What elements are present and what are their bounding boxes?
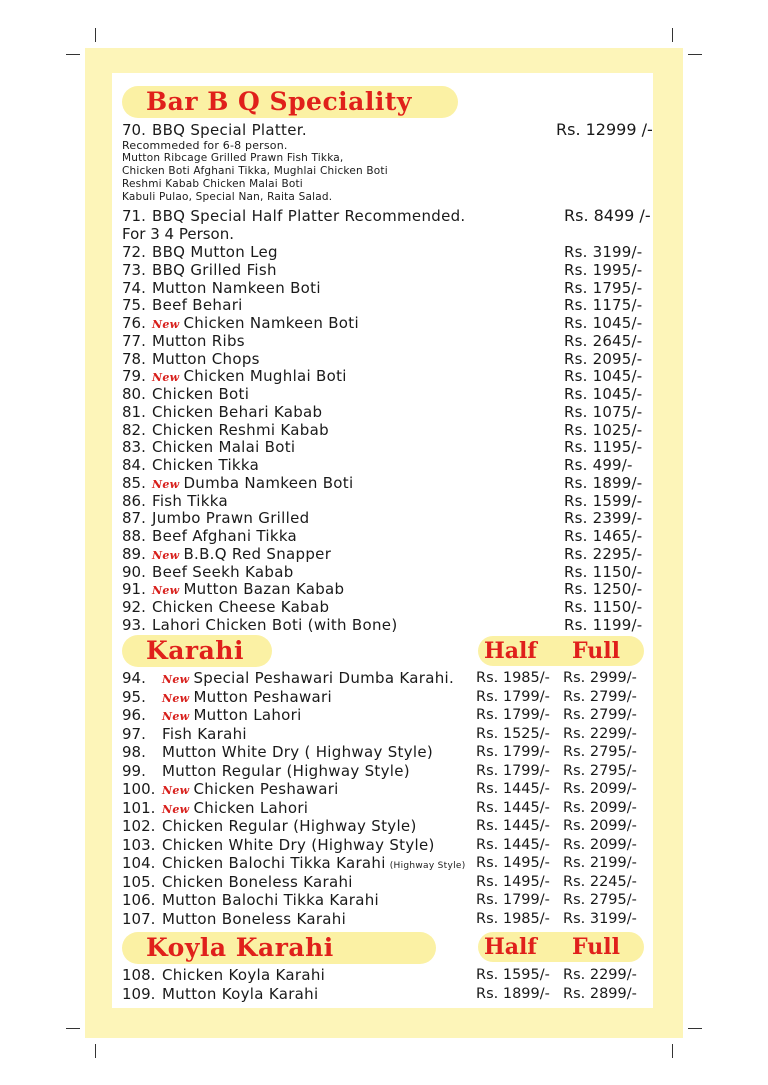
item-number: 95. bbox=[122, 687, 146, 706]
item-name: BBQ Mutton Leg bbox=[152, 243, 278, 261]
crop-mark bbox=[688, 1028, 702, 1029]
full-price: Rs. 2299/- bbox=[563, 725, 637, 742]
item-name: Chicken Koyla Karahi bbox=[162, 966, 326, 984]
half-price: Rs. 1445/- bbox=[476, 836, 550, 853]
item-name-wrap bbox=[162, 669, 454, 689]
new-badge: New bbox=[152, 548, 180, 562]
new-badge: New bbox=[152, 477, 180, 491]
item-name-wrap bbox=[162, 725, 247, 743]
menu-item bbox=[122, 966, 652, 984]
item-name-wrap bbox=[152, 438, 295, 456]
item-name-wrap bbox=[152, 598, 329, 616]
item-name: Lahori Chicken Boti (with Bone) bbox=[152, 615, 398, 634]
menu-item bbox=[122, 279, 652, 297]
half-column-label: Half bbox=[484, 638, 537, 664]
new-badge: New bbox=[162, 673, 190, 686]
full-price: Rs. 2199/- bbox=[563, 855, 637, 871]
item-name-wrap bbox=[162, 780, 339, 800]
menu-item bbox=[122, 350, 652, 368]
item-name: Mutton Ribs bbox=[152, 331, 245, 350]
full-price: Rs. 2795/- bbox=[563, 892, 637, 908]
full-price: Rs. 2099/- bbox=[563, 799, 637, 816]
item-number: 107. bbox=[122, 909, 156, 928]
half-price: Rs. 1525/- bbox=[476, 725, 550, 742]
item-number: 78. bbox=[122, 349, 146, 368]
menu-item bbox=[122, 314, 652, 332]
item-price: Rs. 1075/- bbox=[564, 402, 643, 421]
new-badge: New bbox=[152, 318, 180, 331]
item-name: Chicken Balochi Tikka Karahi bbox=[162, 854, 386, 872]
item-name: Chicken Lahori bbox=[193, 798, 309, 817]
item-number: 83. bbox=[122, 438, 146, 457]
half-price: Rs. 1799/- bbox=[476, 892, 550, 908]
item-price: Rs. 1045/- bbox=[564, 367, 643, 386]
item-number: 102. bbox=[122, 817, 156, 835]
menu-item bbox=[122, 332, 652, 350]
crop-mark bbox=[66, 1028, 80, 1029]
item-note: (Highway Style) bbox=[389, 861, 466, 871]
item-number: 96. bbox=[122, 706, 146, 724]
item-number: 86. bbox=[122, 491, 146, 510]
item-name-wrap bbox=[162, 873, 353, 891]
item-name: Chicken Namkeen Boti bbox=[183, 314, 359, 332]
item-name: Chicken Reshmi Kabab bbox=[152, 420, 329, 439]
menu-item bbox=[122, 616, 652, 634]
item-number: 80. bbox=[122, 385, 146, 403]
item-name-wrap bbox=[152, 421, 329, 439]
new-badge: New bbox=[152, 371, 180, 385]
menu-item bbox=[122, 706, 652, 724]
item-name-wrap bbox=[152, 279, 321, 297]
menu-item bbox=[122, 474, 652, 492]
full-price: Rs. 2795/- bbox=[563, 762, 637, 779]
item-price: Rs. 2295/- bbox=[564, 544, 643, 563]
menu-item bbox=[122, 836, 652, 854]
item-price: Rs. 1150/- bbox=[564, 562, 643, 581]
menu-item bbox=[122, 261, 652, 279]
karahi-half-full-header bbox=[478, 636, 644, 666]
item-price: Rs. 1199/- bbox=[564, 615, 643, 634]
item-number: 105. bbox=[122, 872, 156, 891]
full-price: Rs. 2999/- bbox=[563, 670, 637, 686]
item-price: Rs. 2095/- bbox=[564, 349, 643, 368]
new-badge: New bbox=[152, 584, 180, 598]
item-number: 90. bbox=[122, 562, 146, 581]
menu-item bbox=[122, 873, 652, 891]
item-name: Chicken Behari Kabab bbox=[152, 402, 323, 421]
item-name-wrap bbox=[152, 563, 294, 581]
item-number: 81. bbox=[122, 402, 146, 421]
item-number: 79. bbox=[122, 367, 146, 386]
menu-item bbox=[122, 985, 652, 1003]
item-number: 91. bbox=[122, 580, 146, 599]
crop-mark bbox=[672, 28, 673, 42]
new-badge: New bbox=[162, 784, 190, 797]
crop-mark bbox=[95, 1044, 96, 1058]
half-price: Rs. 1985/- bbox=[476, 910, 550, 927]
menu-item bbox=[122, 580, 652, 598]
item-number: 74. bbox=[122, 278, 146, 297]
full-price: Rs. 2099/- bbox=[563, 818, 637, 834]
menu-item bbox=[122, 509, 652, 527]
crop-mark bbox=[66, 54, 80, 55]
item-number: 73. bbox=[122, 260, 146, 279]
menu-item-70 bbox=[122, 121, 652, 139]
item-price: Rs. 1195/- bbox=[564, 438, 643, 457]
platter-line: Chicken Boti Afghani Tikka, Mughlai Chicken Boti bbox=[122, 165, 388, 177]
item-number: 76. bbox=[122, 314, 146, 332]
platter-line: Reshmi Kabab Chicken Malai Boti bbox=[122, 178, 303, 190]
item-price: Rs. 1995/- bbox=[564, 260, 643, 279]
new-badge: New bbox=[162, 691, 190, 705]
half-price: Rs. 1799/- bbox=[476, 688, 550, 705]
new-badge: New bbox=[162, 710, 190, 723]
item-name: Mutton Balochi Tikka Karahi bbox=[162, 891, 380, 909]
item-number: 88. bbox=[122, 527, 146, 545]
item-name: Dumba Namkeen Boti bbox=[183, 473, 354, 492]
item-name: Chicken Tikka bbox=[152, 456, 260, 474]
item-price: Rs. 2645/- bbox=[564, 331, 643, 350]
item-name-wrap bbox=[162, 836, 435, 854]
item-name: Mutton Regular (Highway Style) bbox=[162, 761, 410, 780]
half-price: Rs. 1495/- bbox=[476, 873, 550, 890]
item-price: Rs. 3199/- bbox=[564, 243, 643, 261]
item-name-wrap bbox=[152, 296, 243, 314]
item-name-wrap bbox=[162, 910, 346, 928]
item-name-wrap bbox=[152, 527, 297, 545]
bbq-section-title: Bar B Q Speciality bbox=[122, 86, 458, 118]
item-price: Rs. 1150/- bbox=[564, 598, 643, 616]
item-name: Mutton Bazan Kabab bbox=[183, 580, 345, 599]
menu-item-71-note bbox=[122, 225, 652, 243]
item-number: 82. bbox=[122, 420, 146, 439]
menu-item bbox=[122, 910, 652, 928]
item-number: 92. bbox=[122, 598, 146, 616]
menu-item bbox=[122, 799, 652, 817]
item-price: Rs. 1795/- bbox=[564, 278, 643, 297]
crop-mark bbox=[95, 28, 96, 42]
menu-item bbox=[122, 527, 652, 545]
full-column-label: Full bbox=[572, 934, 620, 960]
item-name: Jumbo Prawn Grilled bbox=[152, 509, 310, 528]
item-name: Mutton White Dry ( Highway Style) bbox=[162, 743, 434, 761]
menu-item bbox=[122, 725, 652, 743]
koyla-section-title: Koyla Karahi bbox=[122, 932, 436, 964]
item-name-wrap bbox=[152, 492, 228, 510]
item-name: Mutton Lahori bbox=[193, 706, 302, 724]
item-number: 103. bbox=[122, 835, 156, 854]
item-price: Rs. 12999 /- bbox=[556, 120, 653, 139]
item-number: 98. bbox=[122, 743, 146, 761]
menu-item bbox=[122, 296, 652, 314]
item-number: 70. bbox=[122, 121, 146, 139]
item-number: 72. bbox=[122, 243, 146, 261]
item-price: Rs. 1465/- bbox=[564, 527, 643, 545]
half-price: Rs. 1799/- bbox=[476, 762, 550, 779]
menu-item bbox=[122, 817, 652, 835]
menu-item bbox=[122, 563, 652, 581]
item-number: 109. bbox=[122, 985, 156, 1003]
item-price: Rs. 1045/- bbox=[564, 385, 643, 403]
item-name-wrap bbox=[162, 762, 410, 780]
menu-item bbox=[122, 403, 652, 421]
item-name-wrap bbox=[162, 706, 302, 726]
menu-item bbox=[122, 780, 652, 798]
half-price: Rs. 1799/- bbox=[476, 744, 550, 760]
item-name-wrap bbox=[152, 385, 249, 403]
item-name: BBQ Grilled Fish bbox=[152, 260, 277, 279]
menu-item bbox=[122, 854, 652, 872]
item-name: Mutton Boneless Karahi bbox=[162, 909, 347, 928]
item-name-wrap bbox=[162, 985, 318, 1003]
menu-item bbox=[122, 598, 652, 616]
half-price: Rs. 1445/- bbox=[476, 799, 550, 816]
item-name: Chicken Mughlai Boti bbox=[183, 367, 347, 386]
half-price: Rs. 1595/- bbox=[476, 967, 550, 983]
item-name-wrap bbox=[162, 817, 417, 835]
item-name-wrap bbox=[152, 456, 259, 474]
item-number: 106. bbox=[122, 891, 156, 909]
platter-line: Kabuli Pulao, Special Nan, Raita Salad. bbox=[122, 191, 333, 203]
item-name: Fish Karahi bbox=[162, 724, 247, 743]
item-name-wrap bbox=[152, 243, 278, 261]
full-price: Rs. 2099/- bbox=[563, 836, 637, 853]
item-name: Special Peshawari Dumba Karahi. bbox=[193, 669, 455, 687]
full-price: Rs. 2299/- bbox=[563, 967, 637, 983]
menu-item bbox=[122, 688, 652, 706]
crop-mark bbox=[672, 1044, 673, 1058]
item-name: BBQ Special Platter. bbox=[152, 121, 307, 139]
item-price: Rs. 1599/- bbox=[564, 491, 643, 510]
item-number: 77. bbox=[122, 331, 146, 350]
item-name-wrap bbox=[162, 743, 433, 761]
half-price: Rs. 1799/- bbox=[476, 707, 550, 723]
half-price: Rs. 1985/- bbox=[476, 670, 550, 686]
platter-description bbox=[122, 139, 442, 204]
item-number: 75. bbox=[122, 296, 146, 315]
half-price: Rs. 1899/- bbox=[476, 986, 550, 1002]
item-number: 108. bbox=[122, 966, 156, 984]
menu-item bbox=[122, 492, 652, 510]
item-number: 104. bbox=[122, 854, 156, 872]
item-number: 89. bbox=[122, 544, 146, 563]
item-number: 84. bbox=[122, 456, 146, 474]
item-name: Chicken Boneless Karahi bbox=[162, 872, 353, 891]
item-price: Rs. 1175/- bbox=[564, 296, 643, 315]
item-price: Rs. 2399/- bbox=[564, 509, 643, 528]
full-price: Rs. 2795/- bbox=[563, 744, 637, 760]
item-name: Chicken White Dry (Highway Style) bbox=[162, 835, 435, 854]
full-column-label: Full bbox=[572, 638, 620, 664]
item-number: 100. bbox=[122, 780, 156, 798]
full-price: Rs. 3199/- bbox=[563, 910, 637, 927]
menu-item bbox=[122, 438, 652, 456]
platter-recommendation: Recommeded for 6-8 person. bbox=[122, 139, 288, 152]
menu-item bbox=[122, 891, 652, 909]
half-price: Rs. 1445/- bbox=[476, 781, 550, 797]
item-name-wrap bbox=[152, 332, 245, 350]
item-name: Chicken Boti bbox=[152, 385, 250, 403]
menu-item bbox=[122, 367, 652, 385]
item-number: 93. bbox=[122, 615, 146, 634]
item-name: Mutton Koyla Karahi bbox=[162, 985, 319, 1003]
menu-item bbox=[122, 743, 652, 761]
item-name: Beef Afghani Tikka bbox=[152, 527, 298, 545]
karahi-section-title: Karahi bbox=[122, 635, 272, 667]
menu-item-71 bbox=[122, 207, 652, 225]
item-number: 71. bbox=[122, 207, 146, 225]
new-badge: New bbox=[162, 802, 190, 816]
item-name: Fish Tikka bbox=[152, 491, 228, 510]
menu-item bbox=[122, 421, 652, 439]
koyla-half-full-header bbox=[478, 932, 644, 962]
item-number: 97. bbox=[122, 724, 146, 743]
full-price: Rs. 2899/- bbox=[563, 986, 637, 1002]
menu-item bbox=[122, 456, 652, 474]
item-price: Rs. 1025/- bbox=[564, 420, 643, 439]
item-name-wrap bbox=[162, 966, 325, 984]
item-number: 87. bbox=[122, 509, 146, 528]
item-name: Beef Behari bbox=[152, 296, 243, 315]
item-name: B.B.Q Red Snapper bbox=[183, 544, 332, 563]
item-name-wrap bbox=[162, 799, 308, 819]
half-column-label: Half bbox=[484, 934, 537, 960]
full-price: Rs. 2799/- bbox=[563, 688, 637, 705]
full-price: Rs. 2799/- bbox=[563, 707, 637, 723]
menu-item bbox=[122, 545, 652, 563]
full-price: Rs. 2099/- bbox=[563, 781, 637, 797]
item-price: Rs. 499/- bbox=[564, 456, 633, 474]
item-price: Rs. 1250/- bbox=[564, 580, 643, 599]
item-price: Rs. 8499 /- bbox=[564, 206, 651, 225]
item-number: 94. bbox=[122, 669, 146, 687]
menu-item bbox=[122, 385, 652, 403]
item-name-wrap bbox=[162, 688, 332, 708]
item-name-wrap bbox=[152, 403, 322, 421]
item-name: BBQ Special Half Platter Recommended. bbox=[152, 207, 466, 225]
item-name: Chicken Regular (Highway Style) bbox=[162, 817, 417, 835]
item-name-wrap bbox=[162, 891, 379, 909]
half-price: Rs. 1495/- bbox=[476, 855, 550, 871]
item-name: Chicken Peshawari bbox=[193, 780, 339, 798]
item-name-wrap bbox=[152, 350, 260, 368]
item-name: Chicken Malai Boti bbox=[152, 438, 296, 457]
item-price: Rs. 1899/- bbox=[564, 473, 643, 492]
item-name-wrap bbox=[152, 616, 397, 634]
menu-item bbox=[122, 762, 652, 780]
menu-item bbox=[122, 669, 652, 687]
item-number: 99. bbox=[122, 761, 146, 780]
item-name: Mutton Namkeen Boti bbox=[152, 278, 321, 297]
item-number: 101. bbox=[122, 798, 156, 817]
item-name: Chicken Cheese Kabab bbox=[152, 598, 330, 616]
item-name-wrap bbox=[152, 509, 309, 527]
full-price: Rs. 2245/- bbox=[563, 873, 637, 890]
platter-line: Mutton Ribcage Grilled Prawn Fish Tikka, bbox=[122, 152, 344, 164]
item-price: Rs. 1045/- bbox=[564, 314, 643, 332]
menu-item bbox=[122, 243, 652, 261]
item-name: Mutton Chops bbox=[152, 349, 260, 368]
item-note: For 3 4 Person. bbox=[122, 225, 235, 243]
half-price: Rs. 1445/- bbox=[476, 818, 550, 834]
item-name-wrap bbox=[152, 261, 277, 279]
item-number: 85. bbox=[122, 473, 146, 492]
crop-mark bbox=[688, 54, 702, 55]
item-name: Mutton Peshawari bbox=[193, 687, 332, 706]
item-name: Beef Seekh Kabab bbox=[152, 562, 294, 581]
